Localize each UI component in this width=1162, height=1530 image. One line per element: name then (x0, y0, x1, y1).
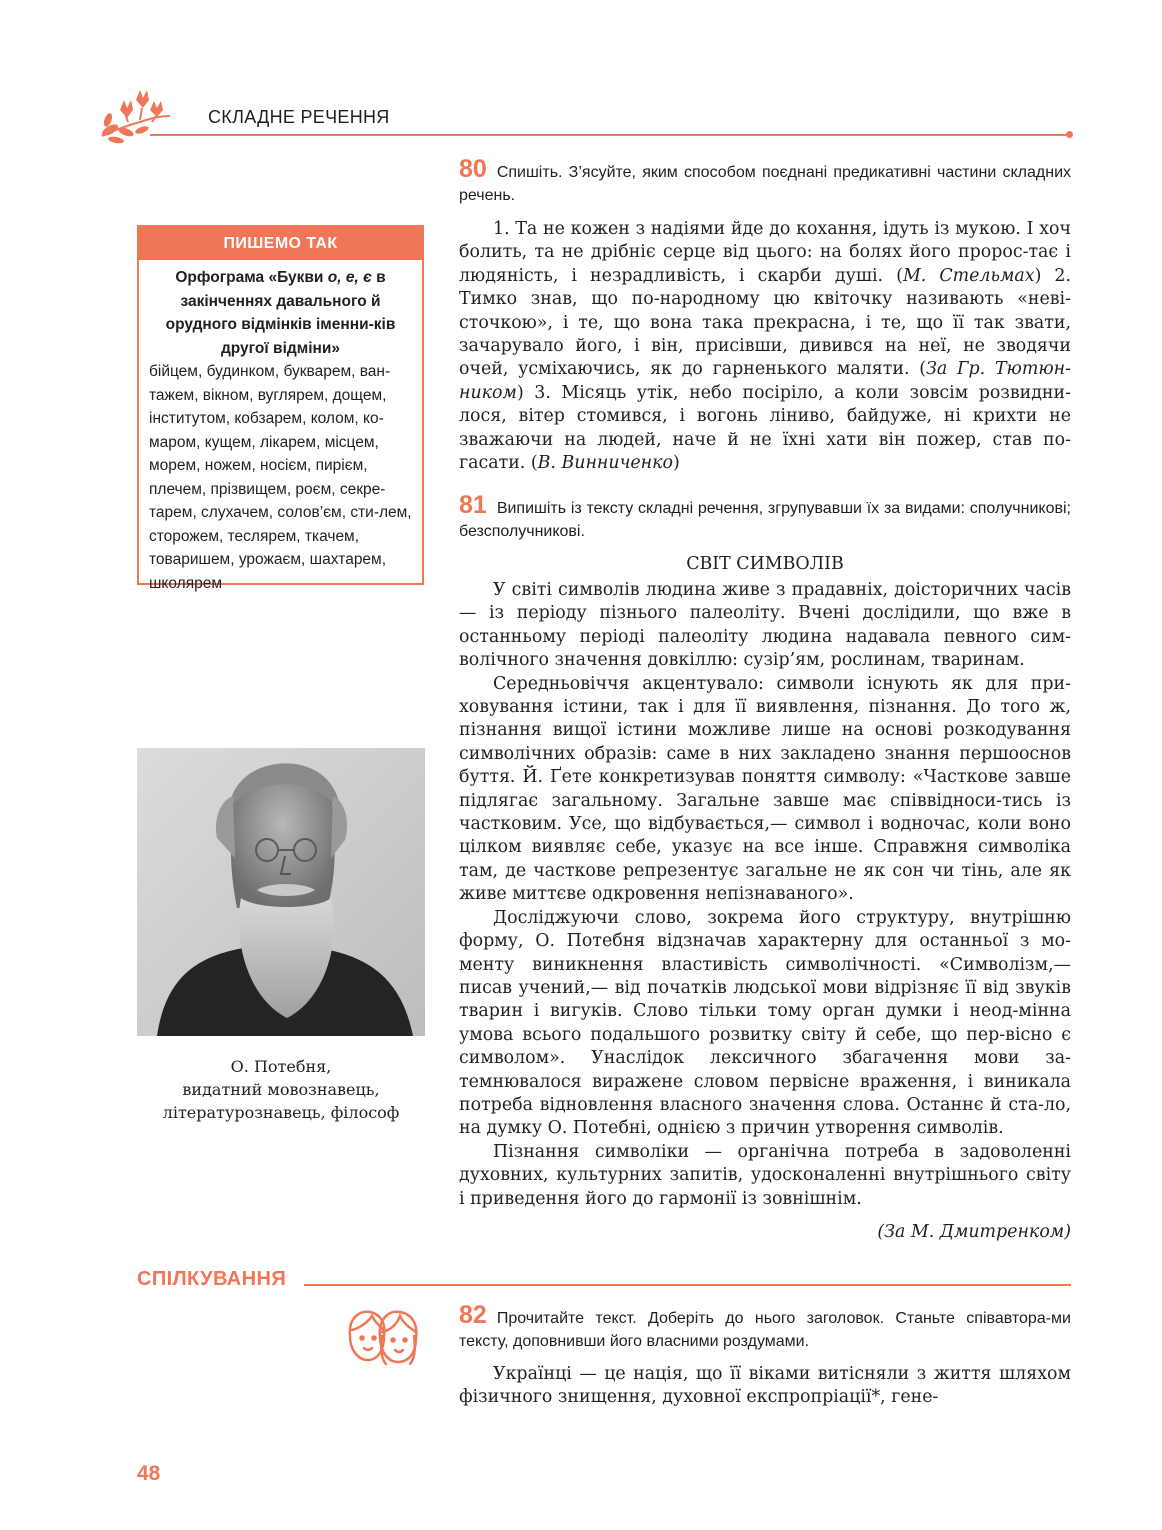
flowers-icon (96, 86, 176, 146)
exercise-80-instruction (459, 155, 1071, 207)
exercise-82-text (459, 1363, 1071, 1410)
sentence-text: ) (673, 453, 680, 474)
portrait-caption-line: О. Потебня, (230, 1057, 332, 1076)
portrait-caption-line: видатний мовознавець, (182, 1080, 380, 1099)
orthogram-title-rest: в закінченнях давального й орудного відмінків іменни-ків другої відміни» (165, 269, 396, 357)
sentence-text: ) 2. Тимко знав, що по-народному цю квіточку називають «неві-сточкою», і те, що вона така прекрасна, і те, що її так звати, зачарувало його, і він, присівши, дивився на неї, не зводячи очей, усміхаючись, як до гарненького маляти. ( (459, 265, 1071, 380)
instruction-text: Випишіть із тексту складні речення, згрупувавши їх за видами: сполучникові; безсполучникові. (459, 500, 1071, 540)
sentence-text: 1. Та не кожен з надіями йде до кохання, ідуть із мукою. І хоч болить, та не дрібніє серце від цього: на болях його пророс-тає і людяність, і незрадливість, і скарби душі. ( (459, 219, 1071, 286)
header-rule (150, 134, 1068, 136)
exercise-81-text (459, 579, 1071, 1211)
orthogram-title (139, 266, 422, 360)
portrait-caption (137, 1055, 425, 1124)
two-faces-icon (342, 1306, 422, 1366)
author-name: М. Стельмах (902, 265, 1035, 286)
exercise-80-paragraph (459, 218, 1071, 475)
orthogram-title-prefix: Орфограма «Букви (175, 269, 328, 286)
text-title: СВІТ СИМВОЛІВ (686, 554, 844, 574)
text-paragraph: Українці — це нація, що її віками витісняли з життя шляхом фізичного знищення, духовної експропріації*, гене- (459, 1364, 1071, 1408)
orthogram-title-letters: о, е, є (327, 269, 372, 286)
author-name: В. Винниченко (537, 453, 673, 474)
instruction-text: Прочитайте текст. Доберіть до нього заголовок. Станьте співавтора-ми тексту, доповнивши його власними роздумами. (459, 1310, 1071, 1350)
exercise-number: 80 (459, 155, 487, 183)
orthogram-box-header: ПИШЕМО ТАК (139, 227, 422, 260)
orthogram-box (137, 225, 424, 592)
text-paragraph: Досліджуючи слово, зокрема його структуру, внутрішню форму, О. Потебня відзначав характерну для останньої з мо-менту виникнення властивість символічності. «Символізм,— писав учений,— від початків людської мови відрізняє її від звуків тварин і вигуків. Слово тільки тому орган думки і неод-мінна умова всього подальшого розвитку світу й себе, що пер-вісно є символом». Унаслідок лексичного збагачення мови за-темнювалося виражене словом первісне враження, і виникала потреба відновлення власного значення слова. Останнє й ста-ло, на думку О. Потебні, однією з причин утворення символів. (459, 907, 1071, 1139)
exercise-81-instruction (459, 491, 1071, 543)
orthogram-word-list: бійцем, будинком, букварем, ван-тажем, вікном, вуглярем, дощем, інститутом, кобзарем, колом, ко-маром, кущем, лікарем, місцем, морем, ножем, носієм, пирієм, плечем, прізвищем, роєм, секре-тарем, слухачем, солов’єм, сти-лем, сторожем, теслярем, ткачем, товаришем, урожаєм, шахтарем, школярем (149, 363, 412, 592)
exercise-82-instruction (459, 1301, 1071, 1353)
exercise-number: 82 (459, 1301, 487, 1329)
text-paragraph: Пізнання символіки — органічна потреба в задоволенні духовних, культурних запитів, удосконаленні внутрішнього світу і приведення його до гармонії із зовнішнім. (459, 1141, 1071, 1209)
instruction-text: Спишіть. З’ясуйте, яким способом поєднані предикативні частини складних речень. (459, 164, 1071, 204)
portrait-photo (137, 748, 425, 1036)
author-name: За Гр. Тютюн-ником (459, 359, 1071, 403)
text-paragraph: Середньовіччя акцентувало: символи існують як для при-ховування істини, так і для її виявлення, пізнання. До того ж, пізнання вищої істини можливе лише на основі розкодування символічних образів: саме в них закладено знання першооснов буття. Й. Ґете конкретизував поняття символу: «Часткове завше підлягає загальному. Загальне завше має співвідноси-тись із частковим. Усе, що відбувається,— символ і водночас, коли воно цілком виявляє себе, указує на все інше. Справжня символіка там, де часткове репрезентує загальне не як сон чи тінь, але як живе миттєве одкровення непізнаваного». (459, 673, 1071, 905)
exercise-number: 81 (459, 491, 487, 519)
text-paragraph: У світі символів людина живе з прадавніх, доісторичних часів — із періоду пізнього палеоліту. Вчені дослідили, що вже в останньому періоді палеоліту людина надавала певного сим-волічного значення довкіллю: сузір’ям, рослинам, тваринам. (459, 580, 1071, 671)
portrait-caption-line: літературознавець, філософ (162, 1103, 400, 1122)
sentence-text: ) 3. Місяць утік, небо посіріло, а коли зовсім розвидни-лося, вітер стомився, і вогонь ліниво, байдуже, ні крихти не зважаючи на людей, наче й не їхні хати він пожер, став по-гасати. ( (459, 382, 1071, 474)
exercise-80-text (459, 218, 1071, 475)
page-number: 48 (137, 1462, 161, 1485)
communication-rule (304, 1284, 1071, 1286)
communication-section-label: СПІЛКУВАННЯ (137, 1268, 287, 1290)
header-rule-dot (1066, 131, 1073, 138)
section-title: СКЛАДНЕ РЕЧЕННЯ (208, 107, 390, 127)
text-attribution: (За М. Дмитренком) (877, 1222, 1071, 1242)
